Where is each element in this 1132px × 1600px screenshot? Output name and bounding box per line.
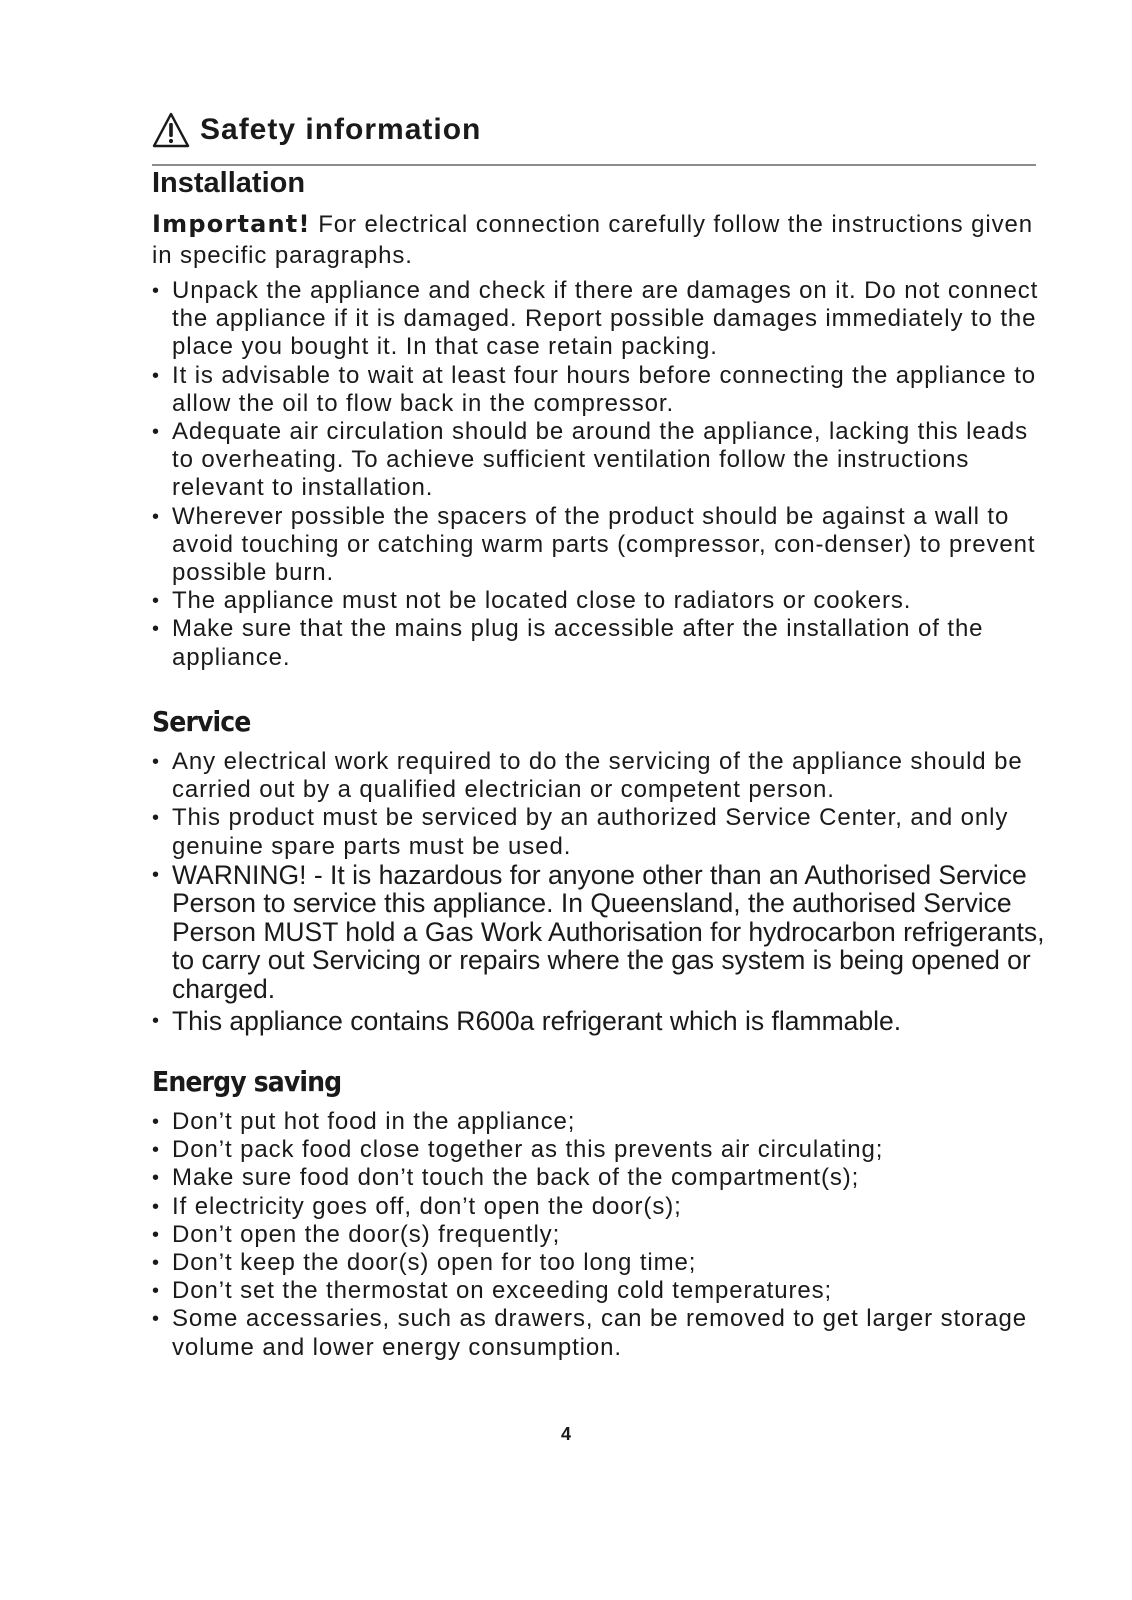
energy-list (152, 1108, 1052, 1362)
important-label: Important! (152, 210, 311, 238)
important-note (152, 209, 1052, 271)
bullet-icon: • (152, 505, 160, 528)
list-item: • Unpack the appliance and check if there are damages on it. Do not connect the appliance if it is damaged. Report possible damages immediately to the place you bought it. In that case retain packing. (152, 277, 1039, 361)
important-text: For electrical connection carefully follow the instructions given in specific paragraphs. (152, 211, 1034, 269)
bullet-icon: • (152, 807, 160, 830)
energy-heading: Energy saving (152, 1065, 342, 1098)
list-item: • This appliance contains R600a refrigerant which is flammable. (152, 1006, 902, 1037)
list-item: • Don’t put hot food in the appliance; (152, 1108, 576, 1135)
list-item: • Make sure food don’t touch the back of the compartment(s); (152, 1164, 860, 1192)
service-list (152, 748, 1052, 1036)
bullet-icon: • (152, 280, 160, 302)
bullet-icon: • (152, 1010, 160, 1033)
installation-section (152, 165, 1052, 672)
bullet-icon: • (152, 364, 160, 387)
list-item: • WARNING! - It is hazardous for anyone other than an Authorised Service Person to service this appliance. In Queensland, the authorised Service Person MUST hold a Gas Work Authorisation for hydrocarbon refrigerants, to carry out Servicing or repairs where the gas system is being opened or charged. (152, 859, 1045, 1004)
bullet-icon: • (152, 1111, 160, 1133)
bullet-icon: • (152, 1139, 160, 1162)
bullet-icon: • (152, 590, 160, 613)
bullet-icon: • (152, 1223, 160, 1246)
list-item: • Some accessaries, such as drawers, can be removed to get larger storage volume and lower energy consumption. (152, 1305, 1027, 1361)
list-item: • Adequate air circulation should be around the appliance, lacking this leads to overheating. To achieve sufficient ventilation follow the instructions relevant to installation. (152, 418, 1029, 502)
bullet-icon: • (152, 1252, 160, 1275)
list-item: • Any electrical work required to do the servicing of the appliance should be carried out by a qualified electrician or competent person. (152, 748, 1023, 804)
list-item: • This product must be serviced by an authorized Service Center, and only genuine spare parts must be used. (152, 804, 1009, 860)
bullet-icon: • (152, 1195, 160, 1218)
list-item: • Don’t pack food close together as this prevents air circulating; (152, 1136, 884, 1164)
bullet-icon: • (152, 618, 160, 641)
page-title: Safety information (200, 113, 482, 146)
bullet-icon: • (152, 1167, 160, 1190)
service-heading: Service (152, 705, 251, 738)
installation-list (152, 277, 1052, 672)
page-number: 4 (560, 1424, 571, 1444)
warning-triangle-icon (152, 112, 190, 148)
list-item: • Don’t open the door(s) frequently; (152, 1220, 561, 1248)
bullet-icon: • (152, 421, 160, 444)
list-item: • Don’t set the thermostat on exceeding cold temperatures; (152, 1277, 833, 1305)
bullet-icon: • (152, 1280, 160, 1303)
installation-heading: Installation (152, 167, 306, 199)
service-section (152, 704, 1052, 1036)
list-item: • The appliance must not be located close to radiators or cookers. (152, 587, 912, 615)
list-item: • It is advisable to wait at least four hours before connecting the appliance to allow the oil to flow back in the compressor. (152, 361, 1037, 417)
energy-section (152, 1064, 1052, 1362)
page-header (152, 112, 481, 148)
list-item: • Wherever possible the spacers of the product should be against a wall to avoid touching or catching warm parts (compressor, con-denser) to prevent possible burn. (152, 502, 1036, 587)
bullet-icon: • (152, 863, 160, 886)
list-item: • If electricity goes off, don’t open the door(s); (152, 1192, 682, 1220)
list-item: • Make sure that the mains plug is accessible after the installation of the appliance. (152, 615, 984, 671)
bullet-icon: • (152, 1308, 160, 1331)
bullet-icon: • (152, 751, 160, 773)
list-item: • Don’t keep the door(s) open for too long time; (152, 1249, 697, 1277)
